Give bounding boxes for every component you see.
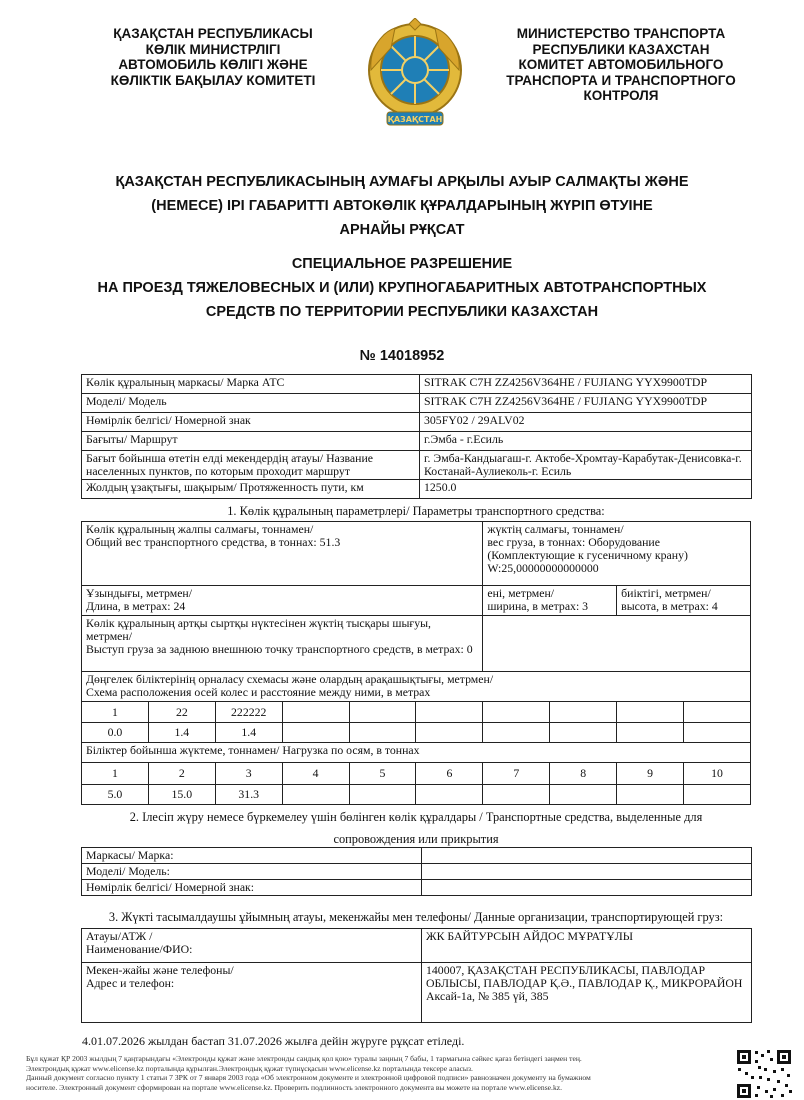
brand-label: Көлік құралының маркасы/ Марка АТС	[82, 375, 420, 394]
route-value: г.Эмба - г.Есиль	[420, 432, 752, 451]
table-row	[82, 586, 751, 616]
document-title-ru: СПЕЦИАЛЬНОЕ РАЗРЕШЕНИЕ НА ПРОЕЗД ТЯЖЕЛОВЕСНЫХ И (ИЛИ) КРУПНОГАБАРИТНЫХ АВТОТРАНСПОРТНЫХ СРЕДСТВ ПО ТЕРРИТОРИИ РЕСПУБЛИКИ КАЗАХСТАН	[97, 256, 707, 320]
org-address-label: Мекен-жайы және телефоны/ Адрес и телефон:	[82, 963, 422, 1023]
axle-load-cell	[349, 785, 416, 805]
axle-load-cell: 31.3	[215, 785, 282, 805]
org-address-value: 140007, ҚАЗАҚСТАН РЕСПУБЛИКАСЫ, ПАВЛОДАР ОБЛЫСЫ, ПАВЛОДАР Қ.Ә., ПАВЛОДАР Қ., МИКРОРАЙОН Аксай-1а, № 385 үй, 385	[422, 963, 752, 1023]
plate-value: 305FY02 / 29ALV02	[420, 413, 752, 432]
axle-number-cell: 3	[215, 763, 282, 785]
axle-number-row	[82, 763, 751, 785]
table-row	[82, 743, 751, 763]
brand-value: SITRAK C7H ZZ4256V364HE / FUJIANG YYX9900TDP	[420, 375, 752, 394]
table-row	[82, 848, 752, 864]
model-label: Моделі/ Модель	[82, 394, 420, 413]
axle-load-title: Біліктер бойынша жүктеме, тоннамен/ Нагрузка по осям, в тоннах	[82, 743, 751, 763]
cargo-weight: жүктің салмағы, тоннамен/ вес груза, в тоннах: Оборудование (Комплектующие к гусеничному крану) W:25,00000000000000	[483, 522, 751, 586]
axle-distance-cell	[550, 723, 617, 743]
issuer-name-ru: МИНИСТЕРСТВО ТРАНСПОРТА РЕСПУБЛИКИ КАЗАХСТАН КОМИТЕТ АВТОМОБИЛЬНОГО ТРАНСПОРТА И ТРАНСПОРТНОГО КОНТРОЛЯ	[506, 26, 736, 103]
vehicle-width: ені, метрмен/ ширина, в метрах: 3	[483, 586, 617, 616]
vehicle-parameters-table	[81, 521, 751, 805]
state-emblem-icon	[365, 18, 465, 130]
axle-number-cell: 2	[148, 763, 215, 785]
axle-load-cell	[617, 785, 684, 805]
escort-brand-label: Маркасы/ Марка:	[82, 848, 422, 864]
axle-distance-cell	[483, 723, 550, 743]
svg-text:ҚАЗАҚСТАН: ҚАЗАҚСТАН	[387, 115, 443, 124]
axle-load-cell	[416, 785, 483, 805]
axle-load-cell: 5.0	[82, 785, 149, 805]
axle-scheme-cell	[550, 702, 617, 723]
axle-number-cell: 4	[282, 763, 349, 785]
axle-number-cell: 7	[483, 763, 550, 785]
axle-number-cell: 10	[684, 763, 751, 785]
vehicle-length: Ұзындығы, метрмен/ Длина, в метрах: 24	[82, 586, 483, 616]
document-title-kz: ҚАЗАҚСТАН РЕСПУБЛИКАСЫНЫҢ АУМАҒЫ АРҚЫЛЫ АУЫР САЛМАҚТЫ ЖӘНЕ (НЕМЕСЕ) ІРІ ГАБАРИТТІ АВТОКӨЛІК ҚҰРАЛДАРЫНЫҢ ЖҮРІП ӨТУІНЕ АРНАЙЫ РҰҚСАТ	[115, 174, 689, 238]
escort-plate-value	[422, 880, 752, 896]
axle-distance-cell	[349, 723, 416, 743]
route-length-value: 1250.0	[420, 480, 752, 499]
axle-load-cell	[483, 785, 550, 805]
settlements-label: Бағыт бойынша өтетін елді мекендердің атауы/ Название населенных пунктов, по которым проходит маршрут	[82, 451, 420, 480]
organization-table	[81, 928, 752, 1023]
axle-number-cell: 6	[416, 763, 483, 785]
org-name-label: Атауы/АТЖ / Наименование/ФИО:	[82, 929, 422, 963]
axle-scheme-cell: 22	[148, 702, 215, 723]
table-row	[82, 963, 752, 1023]
axle-distance-cell	[282, 723, 349, 743]
axle-distance-cell: 1.4	[215, 723, 282, 743]
escort-brand-value	[422, 848, 752, 864]
axle-scheme-cell	[483, 702, 550, 723]
axle-scheme-row-1	[82, 702, 751, 723]
org-name-value: ЖК БАЙТУРСЫН АЙДОС МҰРАТҰЛЫ	[422, 929, 752, 963]
vehicle-height: биіктігі, метрмен/ высота, в метрах: 4	[617, 586, 751, 616]
escort-vehicles-table	[81, 847, 752, 896]
plate-label: Нөмірлік белгісі/ Номерной знак	[82, 413, 420, 432]
table-row	[82, 929, 752, 963]
axle-load-cell	[684, 785, 751, 805]
route-length-label: Жолдың ұзақтығы, шақырым/ Протяженность пути, км	[82, 480, 420, 499]
axle-scheme-cell	[282, 702, 349, 723]
axle-number-cell: 8	[550, 763, 617, 785]
axle-scheme-cell	[416, 702, 483, 723]
axle-scheme-row-2	[82, 723, 751, 743]
issuer-name-kz: ҚАЗАҚСТАН РЕСПУБЛИКАСЫ КӨЛІК МИНИСТРЛІГІ АВТОМОБИЛЬ КӨЛІГІ ЖӘНЕ КӨЛІКТІК БАҚЫЛАУ КОМИТЕТІ	[110, 26, 316, 88]
table-row	[82, 480, 752, 499]
table-row	[82, 864, 752, 880]
table-row	[82, 880, 752, 896]
axle-scheme-cell	[684, 702, 751, 723]
table-row	[82, 672, 751, 702]
settlements-value: г. Эмба-Кандыагаш-г. Актобе-Хромтау-Карабутак-Денисовка-г. Костанай-Аулиеколь-г. Есиль	[420, 451, 752, 480]
axle-number-cell: 9	[617, 763, 684, 785]
axle-distance-cell	[684, 723, 751, 743]
vehicle-info-table	[81, 374, 752, 499]
route-label: Бағыты/ Маршрут	[82, 432, 420, 451]
axle-number-cell: 5	[349, 763, 416, 785]
axle-scheme-cell	[617, 702, 684, 723]
table-row	[82, 432, 752, 451]
table-row	[82, 413, 752, 432]
escort-plate-label: Нөмірлік белгісі/ Номерной знак:	[82, 880, 422, 896]
section-2-title: 2. Ілесіп жүру немесе бүркемелеу үшін бөлінген көлік құралдары / Транспортные средства, выделенные для сопровождения или прикрытия	[129, 810, 703, 846]
axle-load-cell	[282, 785, 349, 805]
total-weight: Көлік құралының жалпы салмағы, тоннамен/ Общий вес транспортного средства, в тоннах: 51.3	[82, 522, 483, 586]
axle-distance-cell	[416, 723, 483, 743]
table-row	[82, 394, 752, 413]
axle-distance-cell: 1.4	[148, 723, 215, 743]
section-1-title: 1. Көлік құралының параметрлері/ Параметры транспортного средства:	[227, 504, 605, 518]
table-row	[82, 375, 752, 394]
axle-scheme-cell	[349, 702, 416, 723]
model-value: SITRAK C7H ZZ4256V364HE / FUJIANG YYX9900TDP	[420, 394, 752, 413]
validity-period: 4.01.07.2026 жылдан бастап 31.07.2026 жылға дейін жүруге рұқсат етіледі.	[82, 1034, 465, 1048]
qr-code-icon	[735, 1048, 793, 1100]
document-number: № 14018952	[359, 348, 445, 364]
table-row	[82, 522, 751, 586]
axle-distance-cell	[617, 723, 684, 743]
table-row	[82, 616, 751, 672]
axle-load-row	[82, 785, 751, 805]
section-3-title: 3. Жүкті тасымалдаушы ұйымның атауы, мекенжайы мен телефоны/ Данные организации, транспортирующей груз:	[108, 910, 724, 924]
axle-scheme-title: Дөңгелек біліктерінің орналасу схемасы және олардың арақашықтығы, метрмен/ Схема расположения осей колес и расстояние между ними, в метрах	[82, 672, 751, 702]
axle-load-cell	[550, 785, 617, 805]
empty-cell	[483, 616, 751, 672]
cargo-overhang: Көлік құралының артқы сыртқы нүктесінен жүктің тысқары шығуы, метрмен/ Выступ груза за заднюю внешнюю точку транспортного средств, в метрах: 0	[82, 616, 483, 672]
axle-scheme-cell: 1	[82, 702, 149, 723]
axle-load-cell: 15.0	[148, 785, 215, 805]
axle-distance-cell: 0.0	[82, 723, 149, 743]
table-row	[82, 451, 752, 480]
legal-footer: Бұл құжат ҚР 2003 жылдың 7 қаңтарындағы «Электронды құжат және электронды сандық қол қою» туралы заңның 7 бабы, 1 тармағына сәйкес қағаз бетіндегі заңмен тең. Электрондық құжат www.elicense.kz порталында құрылған.Электрондық құжат түпнұсқасын www.elicense.kz порталында тексере аласыз. Данный документ согласно пункту 1 статьи 7 ЗРК от 7 января 2003 года «Об электронном документе и электронной цифровой подписи» равнозначен документу на бумажном носителе. Электронный документ сформирован на портале www.elicense.kz. Проверить подлинность электронного документа вы можете на портале www.elicense.kz.	[26, 1054, 591, 1092]
axle-number-cell: 1	[82, 763, 149, 785]
escort-model-label: Моделі/ Модель:	[82, 864, 422, 880]
axle-scheme-cell: 222222	[215, 702, 282, 723]
escort-model-value	[422, 864, 752, 880]
